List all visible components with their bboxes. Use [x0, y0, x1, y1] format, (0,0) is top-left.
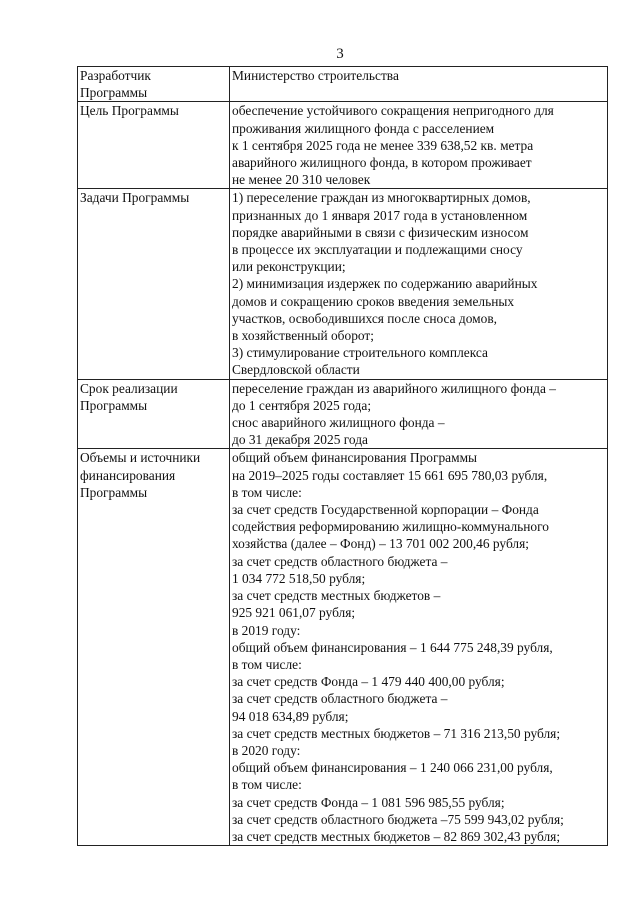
- value-line: 925 921 061,07 рубля;: [232, 605, 356, 621]
- term-label: [78, 379, 230, 449]
- value-line: за счет средств областного бюджета –75 599 943,02 рубля;: [232, 811, 564, 827]
- term-value: [230, 379, 608, 449]
- page-number: 3: [336, 46, 344, 62]
- value-line: обеспечение устойчивого сокращения непригодного для: [232, 103, 554, 119]
- value-line: или реконструкции;: [232, 259, 346, 275]
- value-line: проживания жилищного фонда с расселением: [232, 120, 495, 136]
- value-line: порядке аварийными в связи с физическим износом: [232, 224, 529, 240]
- value-line: в том числе:: [232, 656, 302, 672]
- value-line: в том числе:: [232, 484, 302, 500]
- row-developer: [78, 67, 608, 102]
- value-line: за счет средств местных бюджетов – 82 869 302,43 рубля;: [232, 828, 561, 844]
- label-line: Разработчик: [80, 68, 151, 83]
- value-line: в хозяйственный оборот;: [232, 328, 374, 344]
- value-line: участков, освободившихся после сноса домов,: [232, 310, 498, 326]
- value-line: за счет средств местных бюджетов – 71 316 213,50 рубля;: [232, 725, 561, 741]
- label-line: Программы: [80, 85, 148, 101]
- value-line: Министерство строительства: [232, 68, 399, 83]
- row-goal: [78, 102, 608, 189]
- label-line: Программы: [80, 397, 148, 413]
- value-line: не менее 20 310 человек: [232, 172, 371, 188]
- value-line: за счет средств Фонда – 1 081 596 985,55 рубля;: [232, 794, 505, 810]
- label-line: Срок реализации: [80, 380, 178, 396]
- label-line: Задачи Программы: [80, 190, 190, 206]
- value-line: за счет средств областного бюджета –: [232, 553, 448, 569]
- label-line: Программы: [80, 484, 148, 500]
- value-line: в процессе их эксплуатации и подлежащими сносу: [232, 242, 523, 258]
- value-line: за счет средств Государственной корпорации – Фонда: [232, 502, 539, 518]
- value-line: 3) стимулирование строительного комплекса: [232, 345, 488, 361]
- value-line: до 1 сентября 2025 года;: [232, 397, 372, 413]
- tasks-value: [230, 189, 608, 379]
- developer-value: [230, 67, 608, 102]
- value-line: переселение граждан из аварийного жилищного фонда –: [232, 380, 556, 396]
- funding-value: [230, 449, 608, 846]
- value-line: аварийного жилищного фонда, в котором проживает: [232, 155, 532, 171]
- value-line: Свердловской области: [232, 362, 360, 378]
- value-line: на 2019–2025 годы составляет 15 661 695 780,03 рубля,: [232, 467, 548, 483]
- value-line: за счет средств областного бюджета –: [232, 691, 448, 707]
- label-line: Цель Программы: [80, 103, 179, 119]
- value-line: домов и сокращению сроков введения земельных: [232, 293, 515, 309]
- value-line: хозяйства (далее – Фонд) – 13 701 002 200,46 рубля;: [232, 536, 529, 552]
- label-line: Объемы и источники: [80, 450, 201, 466]
- value-line: 94 018 634,89 рубля;: [232, 708, 349, 724]
- funding-label: [78, 449, 230, 846]
- value-line: до 31 декабря 2025 года: [232, 432, 368, 448]
- value-line: общий объем финансирования – 1 240 066 231,00 рубля,: [232, 760, 553, 776]
- value-line: 2) минимизация издержек по содержанию аварийных: [232, 276, 538, 292]
- row-tasks: [78, 189, 608, 379]
- value-line: содействия реформированию жилищно-коммунального: [232, 519, 549, 535]
- value-line: к 1 сентября 2025 года не менее 339 638,52 кв. метра: [232, 137, 534, 153]
- value-line: в 2020 году:: [232, 742, 301, 758]
- value-line: общий объем финансирования – 1 644 775 248,39 рубля,: [232, 639, 553, 655]
- value-line: за счет средств Фонда – 1 479 440 400,00 рубля;: [232, 674, 505, 690]
- developer-label: [78, 67, 230, 102]
- value-line: в том числе:: [232, 777, 302, 793]
- row-term: [78, 379, 608, 449]
- value-line: 1 034 772 518,50 рубля;: [232, 570, 366, 586]
- value-line: общий объем финансирования Программы: [232, 450, 478, 466]
- value-line: признанных до 1 января 2017 года в установленном: [232, 207, 528, 223]
- tasks-label: [78, 189, 230, 379]
- value-line: 1) переселение граждан из многоквартирных домов,: [232, 190, 531, 206]
- label-line: финансирования: [80, 467, 176, 483]
- value-line: за счет средств местных бюджетов –: [232, 588, 441, 604]
- program-passport-table: [77, 66, 608, 846]
- goal-label: [78, 102, 230, 189]
- value-line: снос аварийного жилищного фонда –: [232, 415, 445, 431]
- value-line: в 2019 году:: [232, 622, 301, 638]
- row-funding: [78, 449, 608, 846]
- goal-value: [230, 102, 608, 189]
